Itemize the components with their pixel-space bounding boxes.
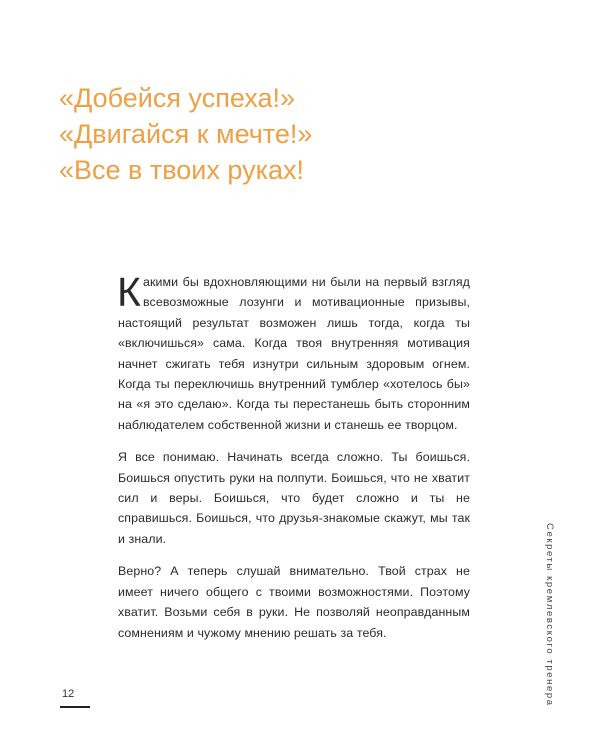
paragraph-1-text: акими бы вдохновляющими ни были на первый взгляд всевозможные лозунги и мотивационные призывы, настоящий результат возможен лишь тогда, когда ты «включишься» сама. Когда твоя внутренняя мотивация начнет сжигать тебя изнутри сильным здоровым огнем. Когда ты переключишь внутренний тумблер «хотелось бы» на «я это сделаю». Когда ты перестанешь быть сторонним наблюдателем собственной жизни и станешь ее творцом. — [118, 275, 470, 432]
heading-line-3: «Все в твоих руках! — [59, 155, 305, 185]
heading-line-2: «Двигайся к мечте!» — [59, 119, 313, 149]
paragraph-1 — [117, 269, 470, 435]
page-number: 12 — [62, 688, 75, 700]
running-title: Секреты кремлевского тренера — [544, 523, 555, 707]
page-number-rule — [60, 706, 90, 708]
body-text — [117, 269, 470, 655]
paragraph-2: Я все понимаю. Начинать всегда сложно. Ты боишься. Боишься опустить руки на полпути. Боишься, что не хватит сил и веры. Боишься, что будет сложно и ты не справишься. Боишься, что друзья-знакомые скажут, мы так и знали. — [118, 450, 470, 546]
drop-cap: К — [117, 269, 141, 315]
heading-line-1: «Добейся успеха!» — [59, 83, 295, 113]
chapter-heading — [59, 80, 312, 188]
paragraph-3: Верно? А теперь слушай внимательно. Твой страх не имеет ничего общего с твоими возможностями. Поэтому хватит. Возьми себя в руки. Не позволяй неоправданным сомнениям и чужому мнению решать за тебя. — [118, 564, 470, 640]
